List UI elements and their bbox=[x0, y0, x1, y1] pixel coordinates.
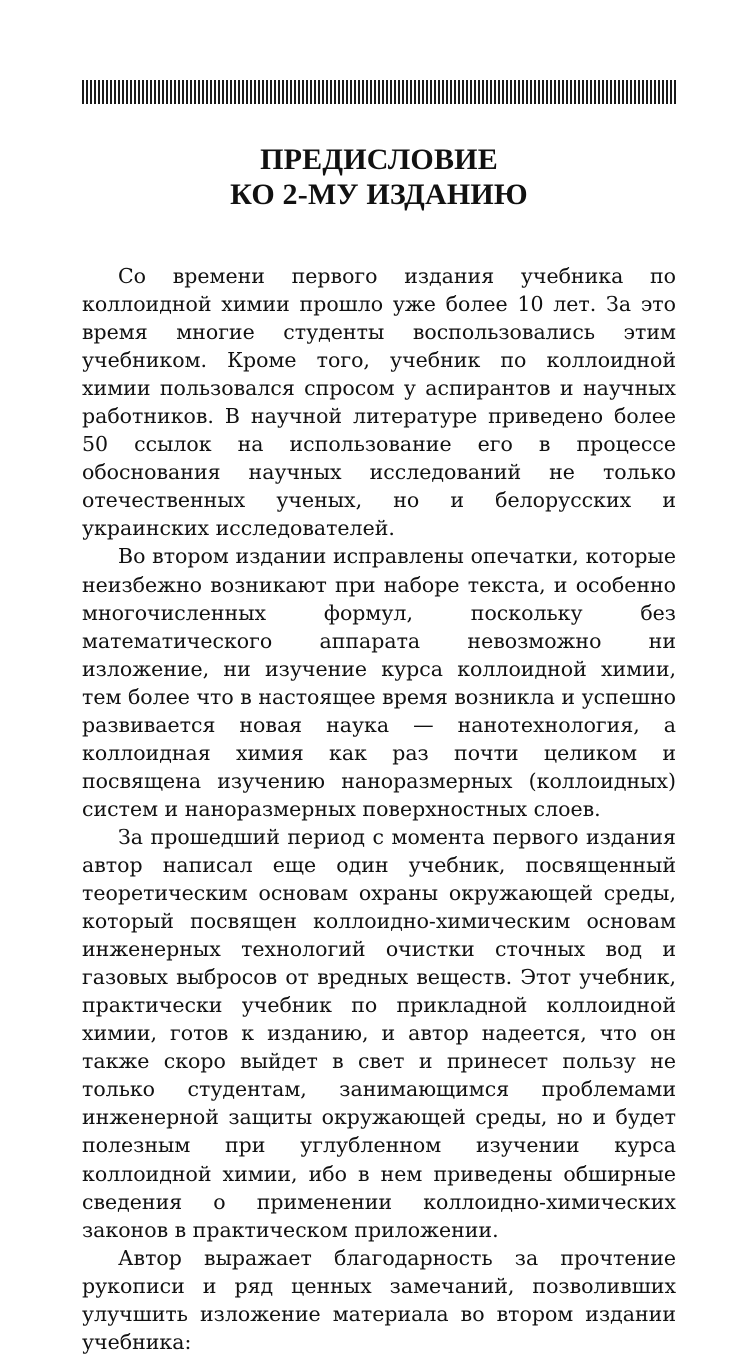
heading-line-1: ПРЕДИСЛОВИЕ bbox=[260, 143, 498, 176]
paragraph-3: За прошедший период с момента первого издания автор написал еще один учебник, посвященный теоретическим основам охраны окружающей среды, который посвящен коллоидно-химическим основам инженерных технологий очистки сточных вод и газовых выбросов от вредных веществ. Этот учебник, практически учебник по прикладной коллоидной химии, готов к изданию, и автор надеется, что он также скоро выйдет в свет и принесет пользу не только студентам, занимающимся проблемами инженерной защиты окружающей среды, но и будет полезным при углубленном изучении курса коллоидной химии, ибо в нем приведены обширные сведения о применении коллоидно-химических законов в практическом приложении. bbox=[82, 824, 676, 1242]
section-heading bbox=[82, 142, 676, 212]
decorative-header-rule bbox=[82, 80, 676, 104]
paragraph-2: Во втором издании исправлены опечатки, которые неизбежно возникают при наборе текста, и особенно многочисленных формул, поскольку без математического аппарата невозможно ни изложение, ни изучение курса коллоидной химии, тем более что в настоящее время возникла и успешно развивается новая наука — нанотехнология, а коллоидная химия как раз почти целиком и посвящена изучению наноразмерных (коллоидных) систем и наноразмерных поверхностных слоев. bbox=[82, 544, 676, 821]
paragraph-1: Со времени первого издания учебника по коллоидной химии прошло уже более 10 лет. За это время многие студенты воспользовались этим учебником. Кроме того, учебник по коллоидной химии пользовался спросом у аспирантов и научных работников. В научной литературе приведено более 50 ссылок на использование его в процессе обоснования научных исследований не только отечественных ученых, но и белорусских и украинских исследователей. bbox=[82, 264, 676, 541]
paragraph-4: Автор выражает благодарность за прочтение рукописи и ряд ценных замечаний, позволивших улучшить изложение материала во втором издании учебника: bbox=[82, 1245, 676, 1354]
heading-line-2: КО 2-МУ ИЗДАНИЮ bbox=[230, 178, 528, 211]
body-text bbox=[82, 262, 676, 1356]
